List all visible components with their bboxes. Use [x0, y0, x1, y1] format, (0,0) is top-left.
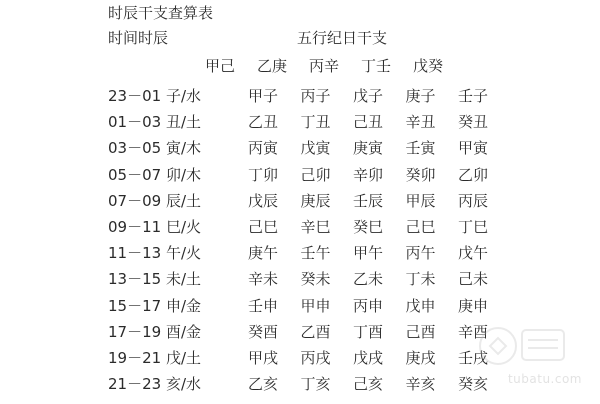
- table-cell: 癸酉: [248, 322, 279, 341]
- table-cell: 戊辰: [248, 191, 279, 210]
- table-cell: 己未: [458, 270, 489, 289]
- table-cell: 丙午: [405, 244, 436, 263]
- table-cell: 乙卯: [458, 165, 489, 184]
- table-cell: 丁亥: [300, 375, 331, 394]
- table-cell: 辛巳: [300, 218, 331, 237]
- table-cell: 丙子: [300, 87, 331, 106]
- table-cell: 丙寅: [248, 139, 279, 158]
- table-cell: 庚申: [458, 296, 489, 315]
- table-cell: 己卯: [300, 165, 331, 184]
- table-cell: 己丑: [353, 113, 384, 132]
- table-cell: 丁卯: [248, 165, 279, 184]
- table-cell: 己巳: [248, 218, 279, 237]
- table-row: [108, 162, 528, 188]
- table-cell: 甲申: [300, 296, 331, 315]
- table-cell: 戊申: [405, 296, 436, 315]
- table-cell: 戊寅: [300, 139, 331, 158]
- table-cell: 乙亥: [248, 375, 279, 394]
- table-cell: 甲戌: [248, 348, 279, 367]
- table-row: [108, 214, 528, 240]
- table-cell: 乙丑: [248, 113, 279, 132]
- table-cell: 庚子: [405, 87, 436, 106]
- watermark-text: tubatu.com: [507, 372, 582, 386]
- table-row: [108, 266, 528, 292]
- table-cell: 甲子: [248, 87, 279, 106]
- table-cell: 癸丑: [458, 113, 489, 132]
- table-cell: 乙未: [353, 270, 384, 289]
- table-cell: 己巳: [405, 218, 436, 237]
- table-cell: 辛丑: [405, 113, 436, 132]
- table-cell: 癸巳: [353, 218, 384, 237]
- table-cell: 辛亥: [405, 375, 436, 394]
- table-cell: 丁未: [405, 270, 436, 289]
- table-cell: 壬子: [458, 87, 489, 106]
- table-cell: 丁丑: [300, 113, 331, 132]
- table-cell: 甲辰: [405, 191, 436, 210]
- table-cell: 戊子: [353, 87, 384, 106]
- table-cell: 乙酉: [300, 322, 331, 341]
- time-cell: 03－05 寅/木: [108, 139, 201, 158]
- table-cell: 丁巳: [458, 218, 489, 237]
- table-cell: 壬午: [300, 244, 331, 263]
- column-header: 甲己: [205, 57, 236, 75]
- table-cell: 辛卯: [353, 165, 384, 184]
- column-header: 乙庚: [257, 57, 288, 75]
- table-cell: 丙申: [353, 296, 384, 315]
- table-cell: 甲午: [353, 244, 384, 263]
- table-cell: 丙辰: [458, 191, 489, 210]
- time-cell: 13－15 未/土: [108, 270, 201, 289]
- table-row: [108, 293, 528, 319]
- table-row: [108, 240, 528, 266]
- table-cell: 辛酉: [458, 322, 489, 341]
- table-cell: 癸未: [300, 270, 331, 289]
- time-cell: 21－23 亥/水: [108, 375, 201, 394]
- table-cell: 丙戌: [300, 348, 331, 367]
- table-row: [108, 83, 528, 109]
- table-row: [108, 109, 528, 135]
- table-cell: 癸卯: [405, 165, 436, 184]
- watermark-logo: [462, 316, 582, 386]
- table-cell: 己亥: [353, 375, 384, 394]
- time-cell: 17－19 酉/金: [108, 322, 201, 341]
- table-cell: 壬申: [248, 296, 279, 315]
- time-cell: 07－09 辰/土: [108, 191, 201, 210]
- table-cell: 辛未: [248, 270, 279, 289]
- table-cell: 壬辰: [353, 191, 384, 210]
- table-cell: 庚寅: [353, 139, 384, 158]
- table-cell: 癸亥: [458, 375, 489, 394]
- document-title: 时辰干支查算表: [108, 4, 214, 22]
- column-headers: [205, 56, 465, 76]
- table-cell: 己酉: [405, 322, 436, 341]
- table-cell: 戊午: [458, 244, 489, 263]
- time-column-label: 时间时辰: [108, 29, 169, 47]
- table-cell: 壬戌: [458, 348, 489, 367]
- time-cell: 01－03 丑/土: [108, 113, 201, 132]
- table-cell: 甲寅: [458, 139, 489, 158]
- time-cell: 23－01 子/水: [108, 87, 201, 106]
- table-cell: 壬寅: [405, 139, 436, 158]
- column-header: 丙辛: [309, 57, 340, 75]
- table-cell: 丁酉: [353, 322, 384, 341]
- column-header: 丁壬: [361, 57, 392, 75]
- column-header: 戊癸: [413, 57, 444, 75]
- time-cell: 05－07 卯/木: [108, 165, 201, 184]
- table-cell: 戊戌: [353, 348, 384, 367]
- table-row: [108, 188, 528, 214]
- time-cell: 19－21 戊/土: [108, 348, 201, 367]
- stem-branch-label: 五行纪日干支: [297, 29, 388, 47]
- time-cell: 15－17 申/金: [108, 296, 201, 315]
- table-row: [108, 135, 528, 161]
- table-cell: 庚戌: [405, 348, 436, 367]
- table-cell: 庚辰: [300, 191, 331, 210]
- time-cell: 11－13 午/火: [108, 244, 201, 263]
- time-cell: 09－11 巳/火: [108, 218, 201, 237]
- table-cell: 庚午: [248, 244, 279, 263]
